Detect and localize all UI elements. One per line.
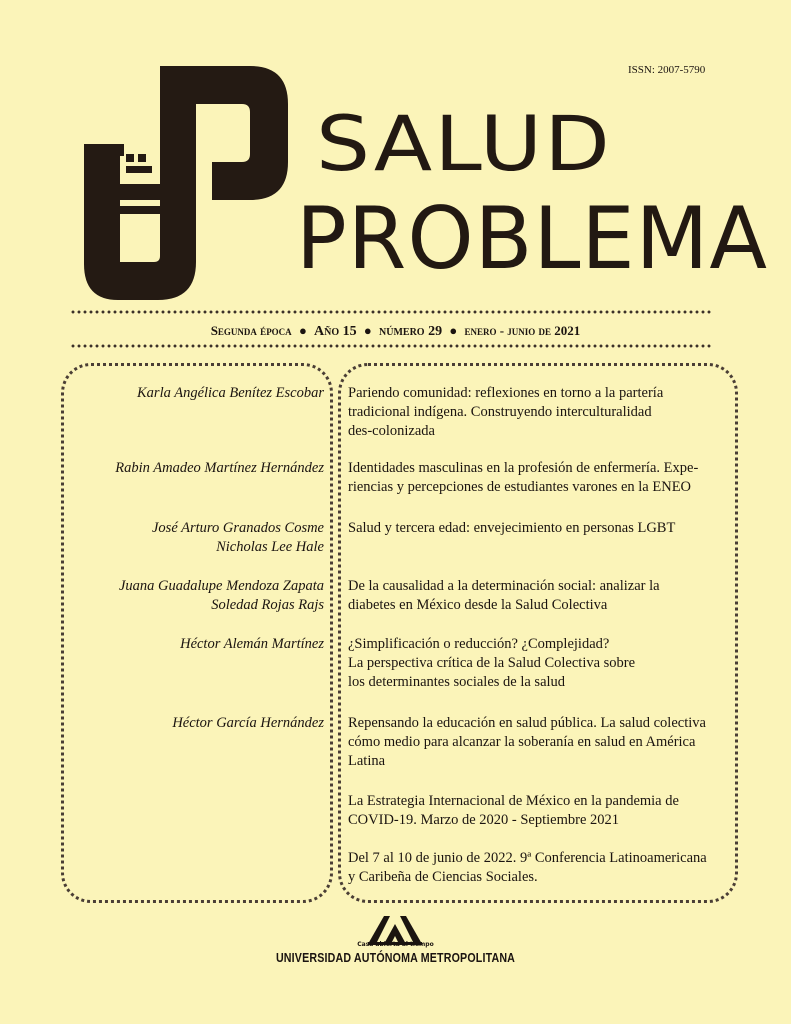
title-line: Del 7 al 10 de junio de 2022. 9ª Conferencia Latinoamericana [348, 850, 707, 866]
article-authors [119, 577, 324, 615]
title-line: Pariendo comunidad: reflexiones en torno a la partería [348, 385, 664, 401]
article-title [348, 459, 734, 497]
title-line: ¿Simplificación o reducción? ¿Complejidad? [348, 636, 610, 652]
title-line: Repensando la educación en salud pública. La salud colectiva [348, 715, 706, 731]
article-title [348, 849, 734, 887]
title-line: La Estrategia Internacional de México en la pandemia de [348, 793, 679, 809]
bullet-icon: ● [449, 323, 458, 338]
edition-line [0, 323, 791, 340]
authors-frame [61, 363, 333, 903]
title-line: los determinantes sociales de la salud [348, 674, 566, 690]
title-line: riencias y percepciones de estudiantes varones en la ENEO [348, 479, 692, 495]
author-name: Héctor Alemán Martínez [180, 636, 324, 652]
article-title [348, 519, 734, 538]
article-authors [115, 459, 324, 478]
article-authors [172, 714, 324, 733]
dotted-divider-bottom [70, 344, 712, 348]
author-name: Karla Angélica Benítez Escobar [137, 385, 324, 401]
article-title [348, 792, 734, 830]
salud-problema-logo-icon [84, 66, 290, 300]
article-title [348, 714, 734, 771]
edition-anio: Año 15 [314, 324, 357, 339]
article-authors [137, 384, 324, 403]
edition-epoca: Segunda época [210, 323, 292, 338]
article-title [348, 384, 734, 441]
title-line: Identidades masculinas en la profesión de enfermería. Expe- [348, 460, 699, 476]
publisher-name: UNIVERSIDAD AUTÓNOMA METROPOLITANA [275, 950, 516, 965]
title-line: tradicional indígena. Construyendo interculturalidad [348, 404, 652, 420]
title-line: La perspectiva crítica de la Salud Colectiva sobre [348, 655, 636, 671]
author-name: Soledad Rojas Rajs [211, 597, 324, 613]
bullet-icon: ● [298, 323, 307, 338]
dotted-divider-top [70, 310, 712, 314]
edition-periodo: enero - junio de 2021 [464, 323, 581, 338]
article-title [348, 577, 734, 615]
title-line: diabetes en México desde la Salud Colectiva [348, 597, 608, 613]
logo-word-salud: SALUD [316, 99, 613, 188]
publisher-tagline: Casa abierta al tiempo [357, 941, 434, 948]
article-title [348, 635, 734, 692]
title-line: des-colonizada [348, 423, 435, 439]
issn-label: ISSN: 2007-5790 [628, 64, 706, 76]
logo-word-problema: PROBLEMA [296, 189, 768, 289]
title-line: Salud y tercera edad: envejecimiento en personas LGBT [348, 520, 676, 536]
article-authors [152, 519, 324, 557]
article-authors [180, 635, 324, 654]
edition-numero: número 29 [379, 324, 443, 339]
title-line: COVID-19. Marzo de 2020 - Septiembre 2021 [348, 812, 620, 828]
author-name: Héctor García Hernández [172, 715, 324, 731]
title-line: De la causalidad a la determinación social: analizar la [348, 578, 660, 594]
title-line: Latina [348, 753, 386, 769]
title-line: y Caribeña de Ciencias Sociales. [348, 869, 538, 885]
author-name: Rabin Amadeo Martínez Hernández [115, 460, 324, 476]
author-name: José Arturo Granados Cosme [152, 520, 324, 536]
author-name: Juana Guadalupe Mendoza Zapata [119, 578, 324, 594]
author-name: Nicholas Lee Hale [216, 539, 324, 555]
title-line: cómo medio para alcanzar la soberanía en salud en América [348, 734, 696, 750]
bullet-icon: ● [363, 323, 372, 338]
